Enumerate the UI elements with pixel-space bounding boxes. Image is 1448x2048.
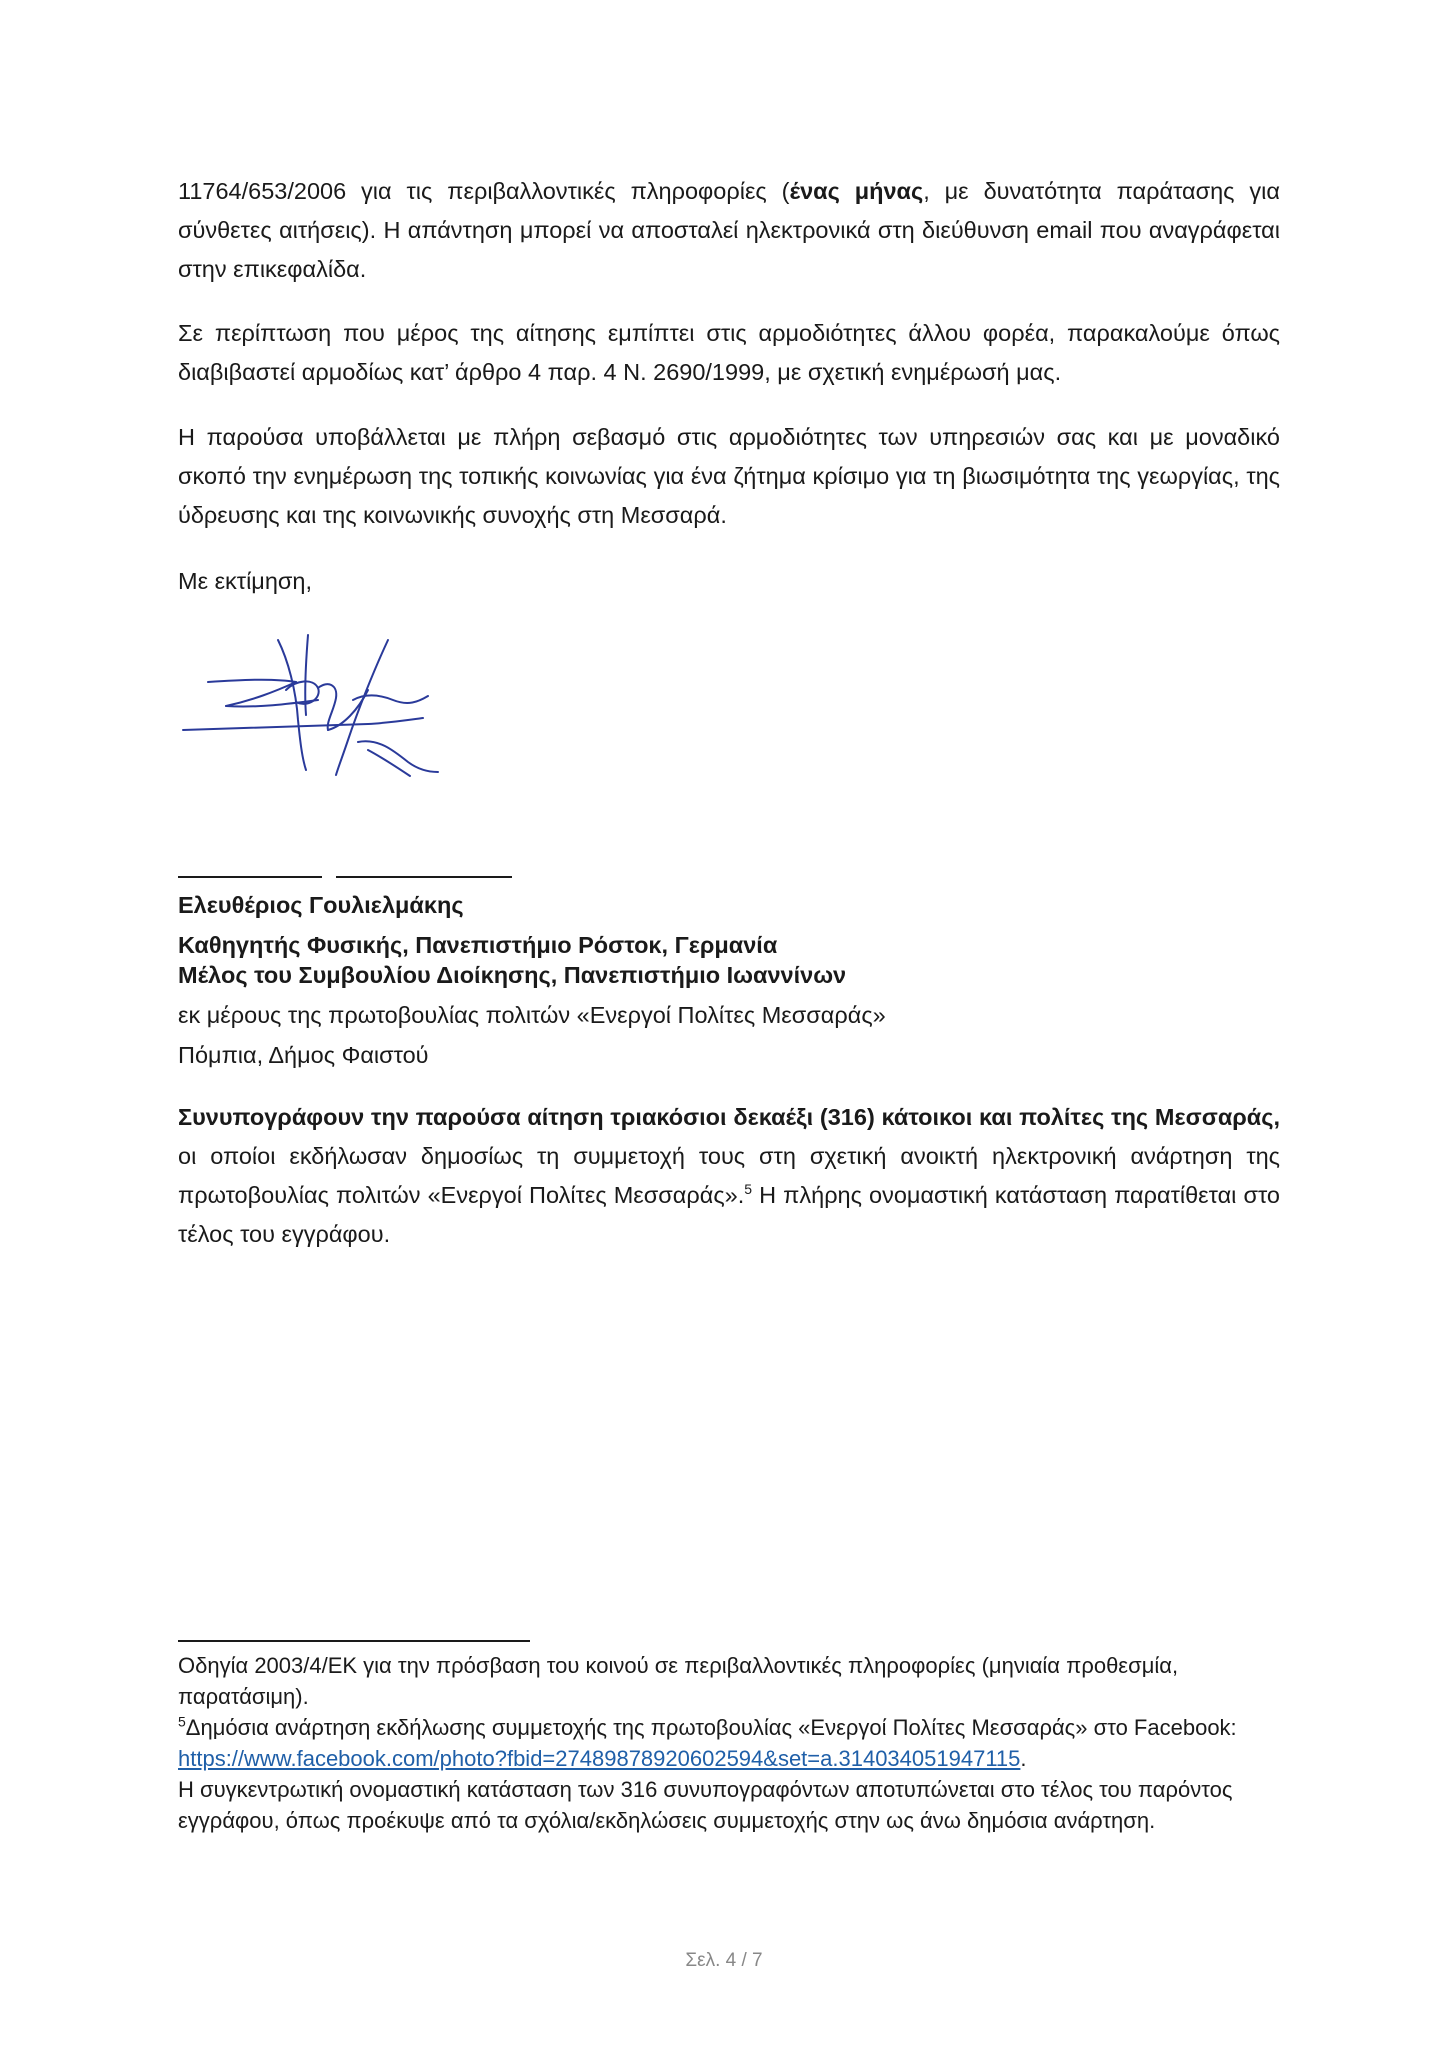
- footnote-number: 5: [178, 1713, 186, 1730]
- handwritten-signature: [178, 630, 458, 780]
- signatory-title: Καθηγητής Φυσικής, Πανεπιστήμιο Ρόστοκ, Γερμανία: [178, 932, 778, 958]
- paragraph-respect: Η παρούσα υποβάλλεται με πλήρη σεβασμό στις αρμοδιότητες των υπηρεσιών σας και με μοναδικό σκοπό την ενημέρωση της τοπικής κοινωνίας για ένα ζήτημα κρίσιμο για τη βιωσιμότητα της γεωργίας, της ύδρευσης και της κοινωνικής συνοχής στη Μεσσαρά.: [178, 424, 1280, 528]
- paragraph-text: , με δυνατότητα παράτασης για σύνθετες αιτήσεις). Η απάντηση μπορεί να αποσταλεί ηλεκτρονικά στη διεύθυνση email που αναγράφεται στην επικεφαλίδα.: [178, 178, 1280, 282]
- page-number: Σελ. 4 / 7: [685, 1950, 763, 1971]
- paragraph-text: 11764/653/2006 για τις περιβαλλοντικές πληροφορίες (: [178, 178, 790, 204]
- signatory-title: Μέλος του Συμβουλίου Διοίκησης, Πανεπιστήμιο Ιωαννίνων: [178, 962, 847, 988]
- footnote-separator: [178, 1640, 530, 1642]
- signatory-on-behalf: εκ μέρους της πρωτοβουλίας πολιτών «Ενεργοί Πολίτες Μεσσαράς»: [178, 1002, 886, 1028]
- signature-line: [336, 876, 512, 878]
- footnote-5: [178, 1712, 1280, 1774]
- footnote-text: Δημόσια ανάρτηση εκδήλωσης συμμετοχής της πρωτοβουλίας «Ενεργοί Πολίτες Μεσσαράς» στο Facebook:: [185, 1715, 1237, 1740]
- footnotes: [178, 1650, 1280, 1836]
- cosign-emphasis: Συνυπογράφουν την παρούσα αίτηση τριακόσιοι δεκαέξι (316) κάτοικοι και πολίτες της Μεσσαράς,: [178, 1104, 1280, 1130]
- signature-lines: [178, 858, 538, 878]
- cosign-text: Η πλήρης ονομαστική κατάσταση παρατίθεται στο τέλος του εγγράφου.: [178, 1182, 1280, 1247]
- paragraph-emphasis: ένας μήνας: [789, 178, 924, 204]
- signature-line: [178, 876, 322, 878]
- cosign-text: οι οποίοι εκδήλωσαν δημοσίως τη συμμετοχή τους στη σχετική ανοικτή ηλεκτρονική ανάρτηση της πρωτοβουλίας πολιτών «Ενεργοί Πολίτες Μεσσαράς».: [178, 1143, 1280, 1208]
- footnote-summary: Η συγκεντρωτική ονομαστική κατάσταση των 316 συνυπογραφόντων αποτυπώνεται στο τέλος του παρόντος εγγράφου, όπως προέκυψε από τα σχόλια/εκδηλώσεις συμμετοχής στην ως άνω δημόσια ανάρτηση.: [178, 1777, 1233, 1833]
- footnote-directive: Οδηγία 2003/4/ΕΚ για την πρόσβαση του κοινού σε περιβαλλοντικές πληροφορίες (μηνιαία προθεσμία, παρατάσιμη).: [178, 1653, 1179, 1709]
- paragraph-cosignatories: [178, 1098, 1280, 1254]
- footnote-reference[interactable]: 5: [744, 1181, 753, 1198]
- footnote-text: .: [1020, 1746, 1027, 1771]
- facebook-post-link[interactable]: https://www.facebook.com/photo?fbid=27489878920602594&set=a.314034051947115: [178, 1746, 1021, 1771]
- paragraph-response-deadline: [178, 172, 1280, 289]
- signatory-location: Πόμπια, Δήμος Φαιστού: [178, 1042, 429, 1068]
- paragraph-forwarding: Σε περίπτωση που μέρος της αίτησης εμπίπτει στις αρμοδιότητες άλλου φορέα, παρακαλούμε όπως διαβιβαστεί αρμοδίως κατ’ άρθρο 4 παρ. 4 Ν. 2690/1999, με σχετική ενημέρωσή μας.: [178, 320, 1280, 385]
- closing-salutation: Με εκτίμηση,: [178, 568, 313, 594]
- signatory-name: Ελευθέριος Γουλιελμάκης: [178, 892, 464, 918]
